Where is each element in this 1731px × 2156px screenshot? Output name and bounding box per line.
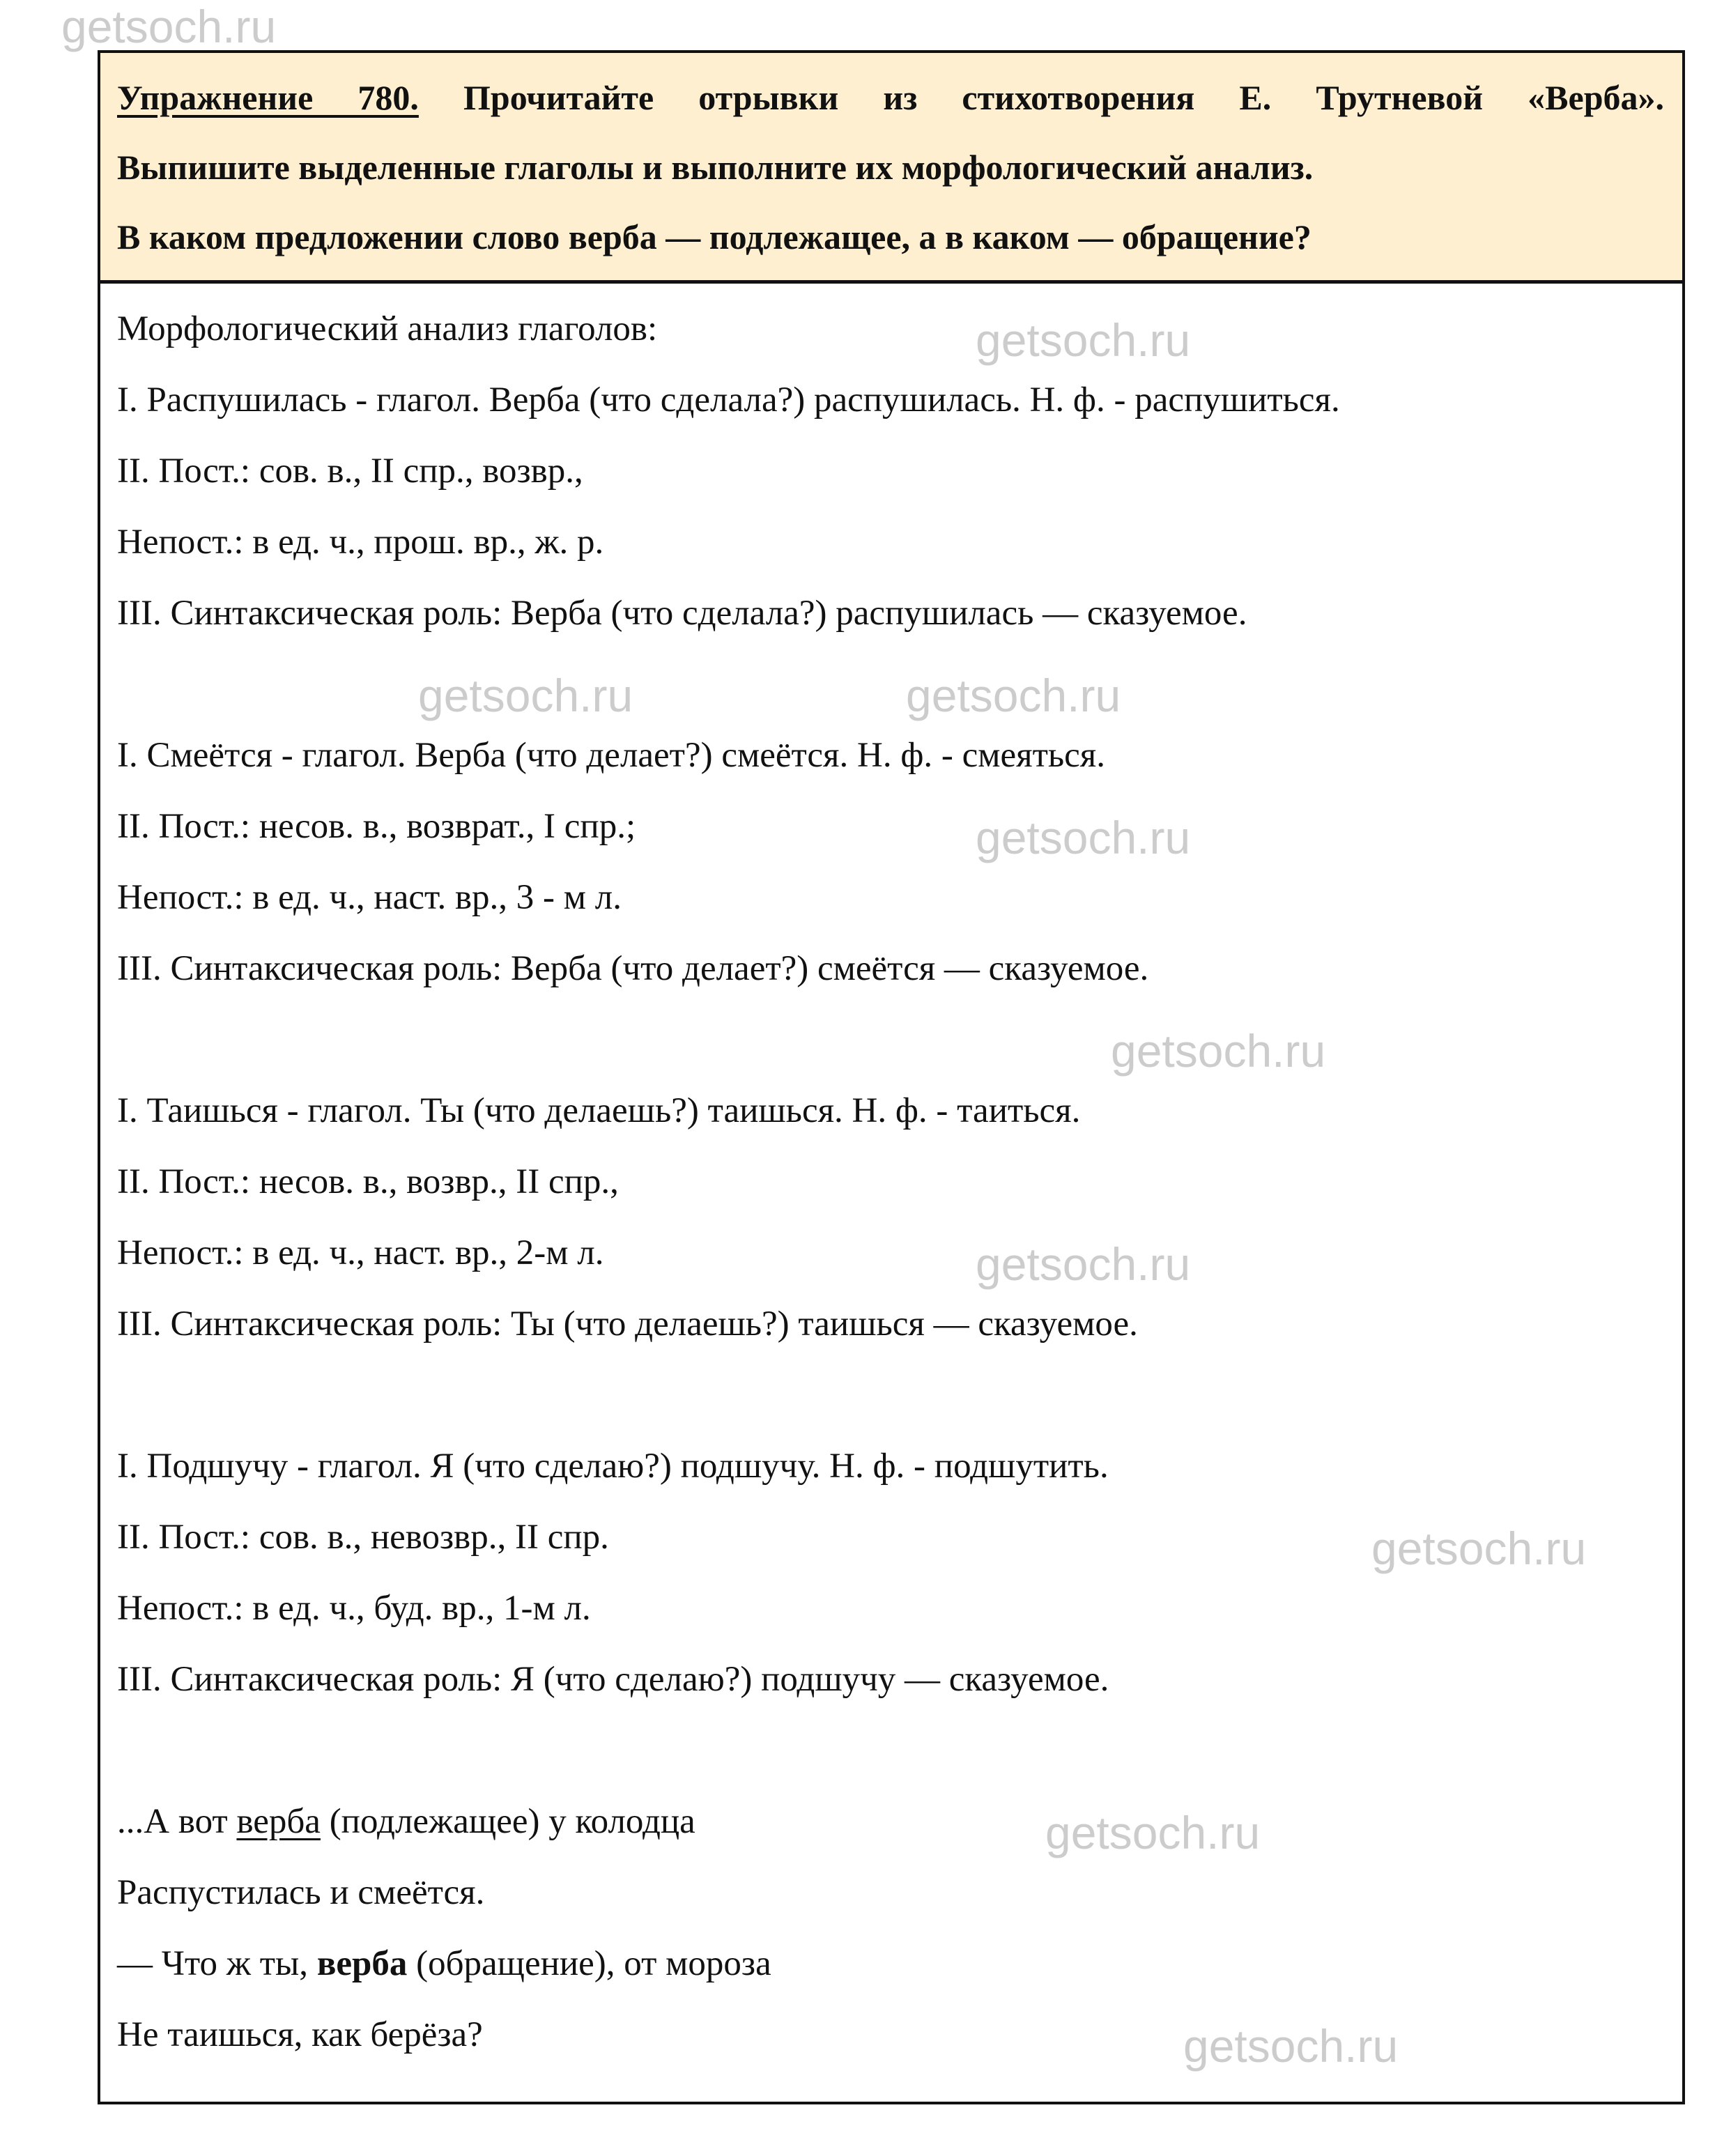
answer-line: I. Таишься - глагол. Ты (что делаешь?) таишься. Н. ф. - таиться.	[117, 1091, 1081, 1130]
poem-line-1	[117, 1786, 1665, 1857]
watermark: getsoch.ru	[1045, 1807, 1261, 1858]
task-line-1	[117, 63, 1664, 132]
poem-text: (подлежащее) у колодца	[320, 1802, 695, 1841]
watermark: getsoch.ru	[976, 314, 1191, 366]
poem-line-4: Не таишься, как берёза?	[117, 2015, 483, 2054]
answer-line: I. Смеётся - глагол. Верба (что делает?) смеётся. Н. ф. - смеяться.	[117, 736, 1106, 775]
subject-word: верба	[236, 1802, 321, 1841]
address-word: верба	[316, 1944, 408, 1983]
blank-line	[117, 1715, 1665, 1786]
answer-line: III. Синтаксическая роль: Я (что сделаю?) подшучу — сказуемое.	[117, 1660, 1109, 1699]
answer-line: I. Распушилась - глагол. Верба (что сделала?) распушилась. Н. ф. - распушиться.	[117, 380, 1340, 419]
answer-line: III. Синтаксическая роль: Ты (что делаешь?) таишься — сказуемое.	[117, 1304, 1138, 1343]
answer-body	[100, 284, 1682, 2070]
answer-line: II. Пост.: несов. в., возвр., II спр.,	[117, 1162, 619, 1201]
answer-line: II. Пост.: несов. в., возврат., I спр.;	[117, 807, 636, 846]
blank-line	[117, 1004, 1665, 1075]
watermark: getsoch.ru	[1371, 1523, 1587, 1574]
answer-line: Непост.: в ед. ч., буд. вр., 1-м л.	[117, 1589, 591, 1628]
poem-line-3	[117, 1928, 1665, 1999]
poem-text: (обращение), от мороза	[407, 1944, 771, 1983]
poem-text: — Что ж ты,	[117, 1944, 317, 1983]
exercise-number: Упражнение 780.	[117, 78, 419, 117]
blank-line	[117, 1360, 1665, 1431]
watermark: getsoch.ru	[906, 670, 1121, 721]
watermark: getsoch.ru	[976, 812, 1191, 863]
task-header	[100, 53, 1682, 284]
answer-line: III. Синтаксическая роль: Верба (что сделала?) распушилась — сказуемое.	[117, 594, 1247, 633]
answer-line: III. Синтаксическая роль: Верба (что делает?) смеётся — сказуемое.	[117, 949, 1149, 988]
exercise-card	[98, 50, 1685, 2104]
task-line-2: Выпишите выделенные глаголы и выполните их морфологический анализ.	[117, 148, 1314, 187]
poem-text: ...А вот	[117, 1802, 237, 1841]
answer-line: Непост.: в ед. ч., наст. вр., 3 - м л.	[117, 878, 622, 917]
task-text-1: Прочитайте отрывки из стихотворения Е. Трутневой «Верба».	[463, 78, 1665, 117]
poem-line-2: Распустилась и смеётся.	[117, 1873, 485, 1912]
watermark: getsoch.ru	[1111, 1025, 1326, 1077]
task-line-3: В каком предложении слово верба — подлежащее, а в каком — обращение?	[117, 217, 1311, 256]
answer-line: Непост.: в ед. ч., прош. вр., ж. р.	[117, 523, 604, 562]
answer-line: II. Пост.: сов. в., II спр., возвр.,	[117, 452, 583, 491]
watermark: getsoch.ru	[61, 1, 277, 52]
watermark: getsoch.ru	[418, 670, 633, 721]
answer-line: Непост.: в ед. ч., наст. вр., 2-м л.	[117, 1233, 604, 1272]
watermark: getsoch.ru	[976, 1238, 1191, 1290]
watermark: getsoch.ru	[1183, 2020, 1399, 2072]
answer-line: II. Пост.: сов. в., невозвр., II спр.	[117, 1518, 609, 1557]
answer-line: I. Подшучу - глагол. Я (что сделаю?) подшучу. Н. ф. - подшутить.	[117, 1447, 1109, 1486]
answer-line: Морфологический анализ глаголов:	[117, 309, 658, 348]
blank-line	[117, 649, 1665, 720]
